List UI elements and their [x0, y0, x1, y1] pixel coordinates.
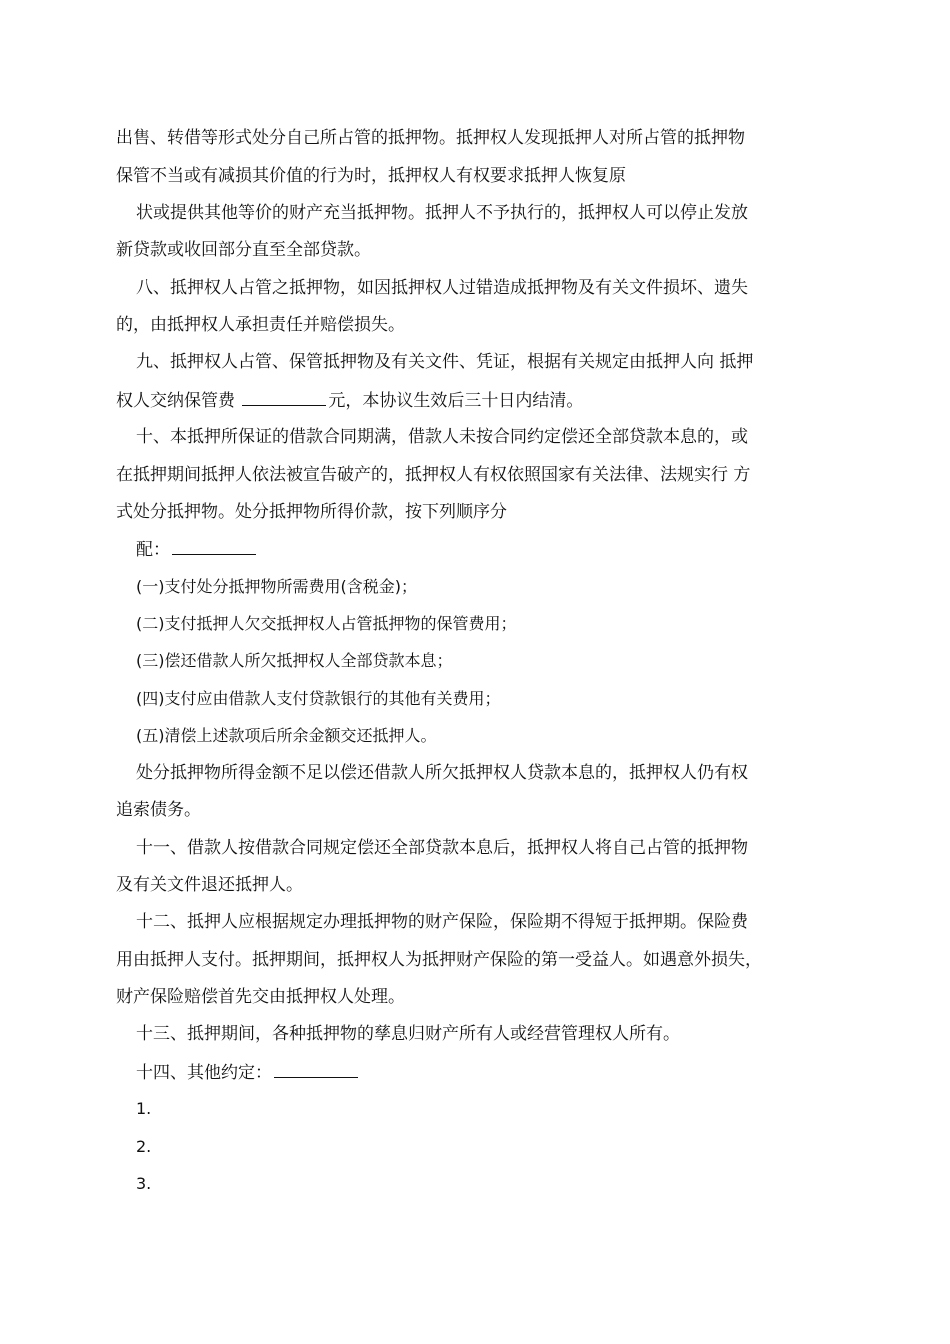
text-line-with-blank [116, 389, 583, 411]
text-fragment: 配： [136, 540, 170, 560]
text-line: 在抵押期间抵押人依法被宣告破产的，抵押权人有权依照国家有关法律、法规实行 方 [116, 465, 751, 485]
text-line: 十一、借款人按借款合同规定偿还全部贷款本息后，抵押权人将自己占管的抵押物 [136, 838, 748, 858]
text-line: 的，由抵押权人承担责任并赔偿损失。 [116, 315, 405, 335]
text-line-with-blank [136, 1061, 360, 1083]
list-item: (四)支付应由借款人支付贷款银行的其他有关费用； [136, 689, 501, 708]
list-item: (五)清偿上述款项后所余金额交还抵押人。 [136, 726, 437, 745]
text-fragment: 元，本协议生效后三十日内结清。 [328, 391, 584, 411]
text-line: 状或提供其他等价的财产充当抵押物。抵押人不予执行的，抵押权人可以停止发放 [136, 203, 748, 223]
text-line: 十、本抵押所保证的借款合同期满，借款人未按合同约定偿还全部贷款本息的，或 [136, 427, 748, 447]
text-line: 出售、转借等形式处分自己所占管的抵押物。抵押权人发现抵押人对所占管的抵押物 [116, 128, 745, 148]
text-line: 十三、抵押期间，各种抵押物的孳息归财产所有人或经营管理权人所有。 [136, 1024, 680, 1044]
list-item: (一)支付处分抵押物所需费用(含税金)； [136, 577, 417, 596]
text-fragment: 权人交纳保管费 [116, 391, 235, 411]
numbered-item: 2. [136, 1137, 152, 1156]
text-line: 十二、抵押人应根据规定办理抵押物的财产保险，保险期不得短于抵押期。保险费 [136, 912, 748, 932]
numbered-item: 1. [136, 1099, 152, 1118]
text-line: 处分抵押物所得金额不足以偿还借款人所欠抵押权人贷款本息的，抵押权人仍有权 [136, 763, 748, 783]
text-line: 新贷款或收回部分直至全部贷款。 [116, 240, 371, 260]
text-line: 保管不当或有减损其价值的行为时，抵押权人有权要求抵押人恢复原 [116, 166, 626, 186]
fill-in-blank[interactable] [172, 538, 256, 555]
fill-in-blank[interactable] [274, 1061, 358, 1078]
text-line: 及有关文件退还抵押人。 [116, 875, 303, 895]
text-line: 用由抵押人支付。抵押期间，抵押权人为抵押财产保险的第一受益人。如遇意外损失， [116, 950, 762, 970]
text-line-with-blank [136, 538, 258, 560]
text-line: 追索债务。 [116, 800, 201, 820]
text-line: 八、抵押权人占管之抵押物，如因抵押权人过错造成抵押物及有关文件损坏、遗失 [136, 278, 748, 298]
text-line: 九、抵押权人占管、保管抵押物及有关文件、凭证，根据有关规定由抵押人向 抵押 [136, 352, 754, 372]
numbered-item: 3. [136, 1174, 152, 1193]
text-line: 财产保险赔偿首先交由抵押权人处理。 [116, 987, 405, 1007]
fill-in-blank[interactable] [242, 389, 326, 406]
text-line: 式处分抵押物。处分抵押物所得价款，按下列顺序分 [116, 502, 507, 522]
list-item: (三)偿还借款人所欠抵押权人全部贷款本息； [136, 651, 453, 670]
text-fragment: 十四、其他约定： [136, 1063, 272, 1083]
list-item: (二)支付抵押人欠交抵押权人占管抵押物的保管费用； [136, 614, 517, 633]
